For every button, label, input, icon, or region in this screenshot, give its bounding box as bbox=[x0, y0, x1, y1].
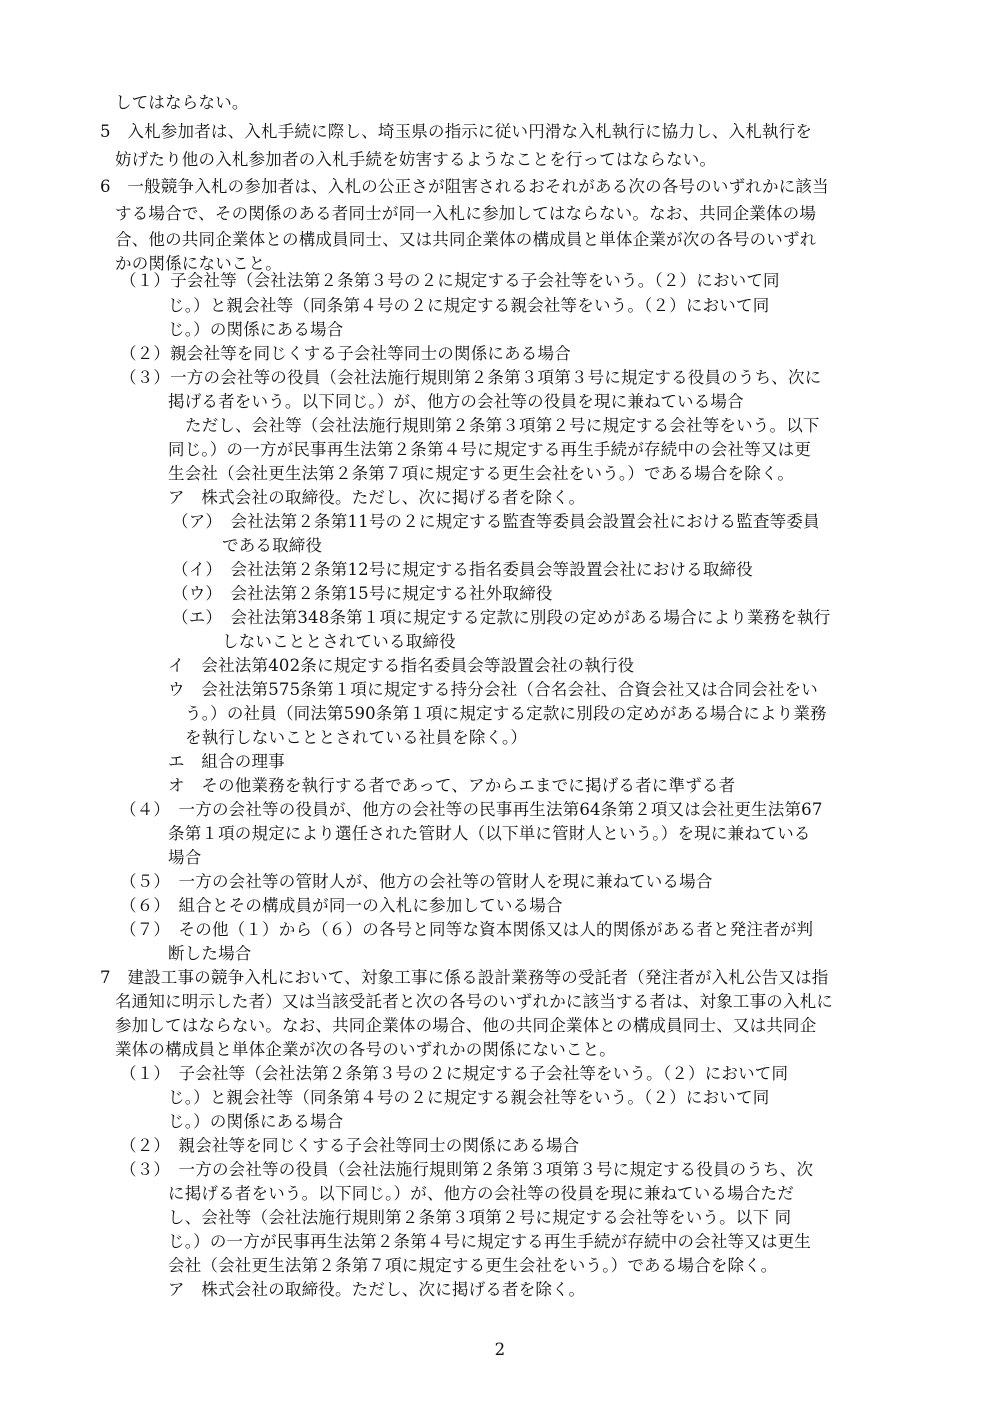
text-line: じ。）の一方が民事再生法第２条第４号に規定する再生手続が存続中の会社等又は更生 bbox=[168, 1232, 812, 1251]
text-line: 参加してはならない。なお、共同企業体の場合、他の共同企業体との構成員同士、又は共同企 bbox=[115, 1016, 817, 1035]
text-line: （５） 一方の会社等の管財人が、他方の会社等の管財人を現に兼ねている場合 bbox=[120, 872, 713, 891]
text-line: （１）子会社等（会社法第２条第３号の２に規定する子会社等をいう。（２）において同 bbox=[120, 271, 780, 290]
text-line: （３）一方の会社等の役員（会社法施行規則第２条第３項第３号に規定する役員のうち、次に bbox=[120, 368, 822, 387]
text-line: かの関係にないこと。 bbox=[115, 254, 282, 273]
text-line: （エ） 会社法第348条第１項に規定する定款に別段の定めがある場合により業務を執行 bbox=[172, 608, 831, 627]
text-line: 生会社（会社更生法第２条第７項に規定する更生会社をいう。）である場合を除く。 bbox=[168, 464, 795, 483]
text-line: ウ 会社法第575条第１項に規定する持分会社（合名会社、合資会社又は合同会社をい bbox=[168, 680, 818, 699]
text-line: （６） 組合とその構成員が同一の入札に参加している場合 bbox=[120, 896, 563, 915]
text-line: 断した場合 bbox=[168, 944, 252, 963]
text-line: じ。）と親会社等（同条第４号の２に規定する親会社等をいう。（２）において同 bbox=[168, 296, 770, 315]
text-line: （７） その他（１）から（６）の各号と同等な資本関係又は人的関係がある者と発注者が判 bbox=[120, 920, 814, 939]
text-line: （２）親会社等を同じくする子会社等同士の関係にある場合 bbox=[120, 344, 571, 363]
text-line: し、会社等（会社法施行規則第２条第３項第２号に規定する会社等をいう。以下 同 bbox=[168, 1208, 792, 1227]
text-line: ただし、会社等（会社法施行規則第２条第３項第２号に規定する会社等をいう。以下 bbox=[185, 416, 820, 435]
text-line: う。）の社員（同法第590条第１項に規定する定款に別段の定めがある場合により業務 bbox=[185, 704, 827, 723]
text-line: （ウ） 会社法第２条第15号に規定する社外取締役 bbox=[172, 584, 553, 603]
text-line: ア 株式会社の取締役。ただし、次に掲げる者を除く。 bbox=[168, 1280, 586, 1299]
page-number: 2 bbox=[494, 1340, 506, 1359]
text-line: 5 入札参加者は、入札手続に際し、埼玉県の指示に従い円滑な入札執行に協力し、入札執行を bbox=[100, 122, 813, 141]
text-line: じ。）の関係にある場合 bbox=[168, 320, 344, 339]
text-line: 会社（会社更生法第２条第７項に規定する更生会社をいう。）である場合を除く。 bbox=[168, 1256, 778, 1275]
text-line: （３） 一方の会社等の役員（会社法施行規則第２条第３項第３号に規定する役員のうち、次 bbox=[120, 1160, 814, 1179]
text-line: を執行しないこととされている社員を除く。） bbox=[185, 728, 528, 747]
text-line: （１） 子会社等（会社法第２条第３号の２に規定する子会社等をいう。（２）において同 bbox=[120, 1064, 789, 1083]
text-line: に掲げる者をいう。以下同じ。）が、他方の会社等の役員を現に兼ねている場合ただ bbox=[168, 1184, 794, 1203]
text-line: （４） 一方の会社等の役員が、他方の会社等の民事再生法第64条第２項又は会社更生法第67 bbox=[120, 800, 823, 819]
text-line: 同じ。）の一方が民事再生法第２条第４号に規定する再生手続が存続中の会社等又は更 bbox=[168, 440, 812, 459]
text-line: してはならない。 bbox=[115, 93, 249, 112]
text-line: （ア） 会社法第２条第11号の２に規定する監査等委員会設置会社における監査等委員 bbox=[172, 512, 820, 531]
text-line: （２） 親会社等を同じくする子会社等同士の関係にある場合 bbox=[120, 1136, 580, 1155]
text-line: 名通知に明示した者）又は当該受託者と次の各号のいずれかに該当する者は、対象工事の入札に bbox=[115, 992, 834, 1011]
text-line: エ 組合の理事 bbox=[168, 752, 285, 771]
text-line: しないこととされている取締役 bbox=[222, 632, 456, 651]
text-line: 合、他の共同企業体との構成員同士、又は共同企業体の構成員と単体企業が次の各号のいずれ bbox=[115, 230, 817, 249]
text-line: 7 建設工事の競争入札において、対象工事に係る設計業務等の受託者（発注者が入札公告又は指 bbox=[100, 968, 829, 987]
text-line: 掲げる者をいう。以下同じ。）が、他方の会社等の役員を現に兼ねている場合 bbox=[168, 392, 744, 411]
text-line: 6 一般競争入札の参加者は、入札の公正さが阻害されるおそれがある次の各号のいずれかに該当 bbox=[100, 177, 829, 196]
text-line: する場合で、その関係のある者同士が同一入札に参加してはならない。なお、共同企業体の場 bbox=[115, 204, 817, 223]
text-line: イ 会社法第402条に規定する指名委員会等設置会社の執行役 bbox=[168, 656, 635, 675]
text-line: じ。）と親会社等（同条第４号の２に規定する親会社等をいう。（２）において同 bbox=[168, 1088, 770, 1107]
text-line: 業体の構成員と単体企業が次の各号のいずれかの関係にないこと。 bbox=[115, 1040, 616, 1059]
text-line: 妨げたり他の入札参加者の入札手続を妨害するようなことを行ってはならない。 bbox=[115, 150, 717, 169]
text-line: オ その他業務を執行する者であって、アからエまでに掲げる者に準ずる者 bbox=[168, 776, 736, 795]
text-line: 場合 bbox=[168, 848, 202, 867]
text-line: じ。）の関係にある場合 bbox=[168, 1112, 344, 1131]
text-line: （イ） 会社法第２条第12号に規定する指名委員会等設置会社における取締役 bbox=[172, 560, 753, 579]
text-line: である取締役 bbox=[222, 536, 323, 555]
text-line: 条第１項の規定により選任された管財人（以下単に管財人という。）を現に兼ねている bbox=[168, 824, 811, 843]
text-line: ア 株式会社の取締役。ただし、次に掲げる者を除く。 bbox=[168, 488, 586, 507]
